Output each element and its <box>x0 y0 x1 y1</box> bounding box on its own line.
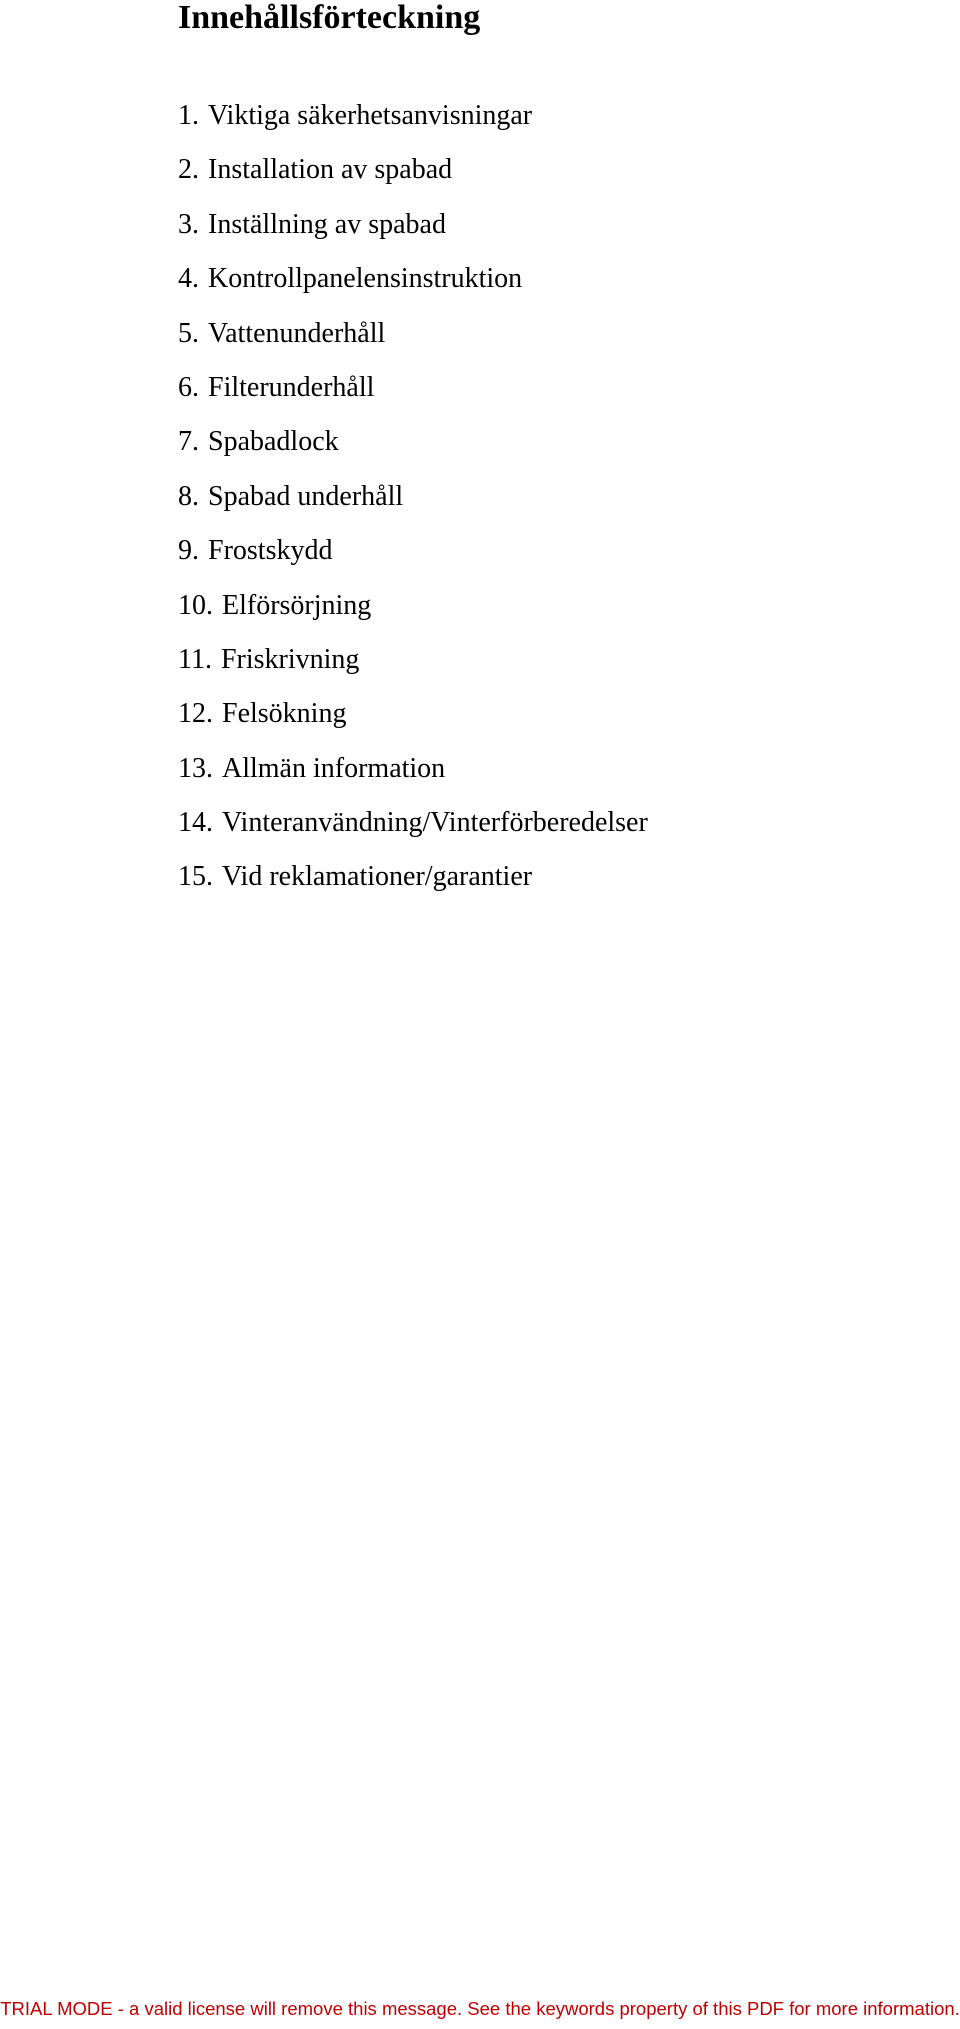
toc-label: Kontrollpanelensinstruktion <box>208 263 523 295</box>
toc-number: 11. <box>178 643 212 675</box>
toc-item-9 <box>178 533 648 587</box>
toc-label: Vinteranvändning/Vinterförberedelser <box>222 807 648 839</box>
toc-item-10 <box>178 588 648 642</box>
toc-label: Viktiga säkerhetsanvisningar <box>208 100 533 131</box>
toc-label: Installation av spabad <box>208 154 453 186</box>
toc-item-14 <box>178 805 648 859</box>
toc-label: Felsökning <box>222 698 347 730</box>
toc-item-7 <box>178 424 648 478</box>
toc-item-4 <box>178 261 648 315</box>
toc-label: Vid reklamationer/garantier <box>222 861 533 893</box>
toc-number: 1. <box>178 100 199 131</box>
toc-number: 5. <box>178 317 199 349</box>
toc-label: Friskrivning <box>220 643 360 675</box>
toc-number: 6. <box>178 371 199 403</box>
toc-item-8 <box>178 479 648 533</box>
page-title: Innehållsförteckning <box>178 0 481 36</box>
toc-number: 10. <box>178 589 213 621</box>
toc-number: 3. <box>178 208 199 240</box>
toc-item-6 <box>178 370 648 424</box>
toc-item-3 <box>178 207 648 261</box>
toc-label: Inställning av spabad <box>208 208 446 240</box>
toc-label: Allmän information <box>222 752 446 784</box>
toc-item-15 <box>178 859 648 913</box>
toc-item-13 <box>178 751 648 805</box>
toc-number: 15. <box>178 861 213 893</box>
toc-label: Filterunderhåll <box>208 371 375 403</box>
toc-item-12 <box>178 696 648 750</box>
toc-number: 14. <box>178 807 213 839</box>
table-of-contents <box>178 98 648 914</box>
toc-item-2 <box>178 152 648 206</box>
toc-label: Frostskydd <box>208 535 333 567</box>
toc-label: Vattenunderhåll <box>208 317 386 349</box>
toc-label: Spabadlock <box>208 426 339 458</box>
toc-item-5 <box>178 316 648 370</box>
toc-item-1 <box>178 98 648 152</box>
toc-label: Elförsörjning <box>222 589 372 621</box>
trial-mode-banner: TRIAL MODE - a valid license will remove this message. See the keywords property of this PDF for more information. <box>0 1998 960 2019</box>
toc-number: 4. <box>178 263 199 295</box>
toc-number: 7. <box>178 426 199 458</box>
toc-label: Spabad underhåll <box>208 480 404 512</box>
toc-number: 9. <box>178 535 199 567</box>
toc-number: 8. <box>178 480 199 512</box>
toc-number: 12. <box>178 698 213 730</box>
toc-item-11 <box>178 642 648 696</box>
toc-number: 13. <box>178 752 213 784</box>
toc-number: 2. <box>178 154 199 186</box>
